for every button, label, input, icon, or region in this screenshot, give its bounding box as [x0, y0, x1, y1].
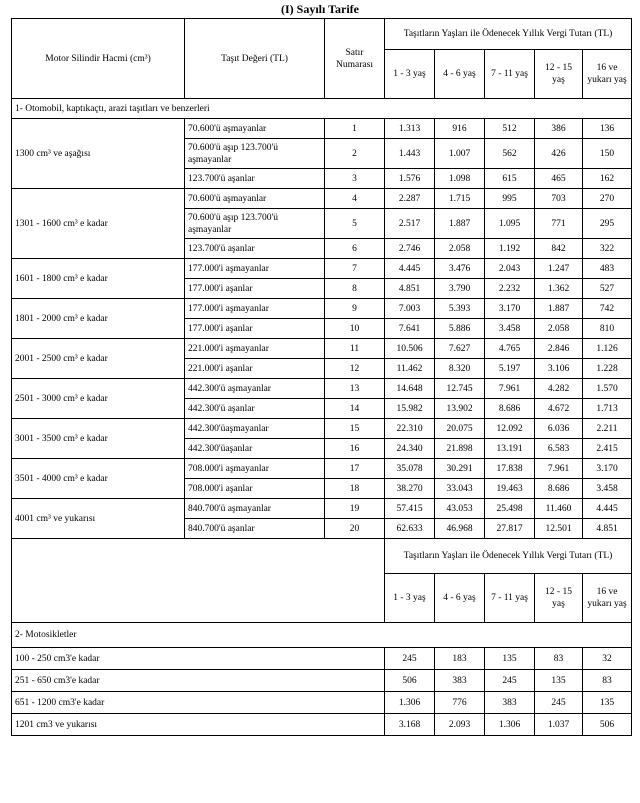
table-row	[12, 299, 632, 319]
tax-amount: 3.168	[385, 714, 435, 736]
row-number: 6	[325, 239, 385, 259]
tax-amount: 383	[485, 692, 535, 714]
tax-amount: 386	[535, 119, 583, 139]
tax-amount: 1.037	[535, 714, 583, 736]
table-row	[12, 714, 632, 736]
tax-amount: 506	[583, 714, 632, 736]
header-tax: Taşıtların Yaşları ile Ödenecek Yıllık Vergi Tutarı (TL)	[385, 539, 632, 574]
vehicle-value: 70.600'ü aşmayanlar	[185, 189, 325, 209]
table-row	[12, 259, 632, 279]
row-number: 19	[325, 499, 385, 519]
tax-amount: 506	[385, 670, 435, 692]
vehicle-value: 70.600'ü aşıp 123.700'ü aşmayanlar	[185, 209, 325, 239]
header-row	[12, 19, 632, 50]
header-age: 4 - 6 yaş	[435, 50, 485, 99]
row-number: 7	[325, 259, 385, 279]
tax-amount: 810	[583, 319, 632, 339]
tax-amount: 1.313	[385, 119, 435, 139]
tax-amount: 295	[583, 209, 632, 239]
section-row	[12, 623, 632, 648]
tax-amount: 995	[485, 189, 535, 209]
tax-amount: 3.170	[583, 459, 632, 479]
motor-volume: 651 - 1200 cm3'e kadar	[12, 692, 385, 714]
vehicle-value: 840.700'ü aşmayanlar	[185, 499, 325, 519]
tax-amount: 1.098	[435, 169, 485, 189]
motor-volume: 1201 cm3 ve yukarısı	[12, 714, 385, 736]
table-row	[12, 419, 632, 439]
header-value: Taşıt Değeri (TL)	[185, 19, 325, 99]
tax-amount: 7.961	[485, 379, 535, 399]
tax-amount: 1.306	[485, 714, 535, 736]
row-number: 2	[325, 139, 385, 169]
tax-amount: 150	[583, 139, 632, 169]
tax-amount: 383	[435, 670, 485, 692]
tax-amount: 12.501	[535, 519, 583, 539]
vehicle-value: 70.600'ü aşıp 123.700'ü aşmayanlar	[185, 139, 325, 169]
tax-amount: 135	[583, 692, 632, 714]
motor-volume: 1601 - 1800 cm³ e kadar	[12, 259, 185, 299]
tax-amount: 1.576	[385, 169, 435, 189]
header-tax: Taşıtların Yaşları ile Ödenecek Yıllık Vergi Tutarı (TL)	[385, 19, 632, 50]
tax-amount: 742	[583, 299, 632, 319]
tax-amount: 38.270	[385, 479, 435, 499]
tax-amount: 135	[485, 648, 535, 670]
motor-volume: 3001 - 3500 cm³ e kadar	[12, 419, 185, 459]
tax-amount: 21.898	[435, 439, 485, 459]
table-row	[12, 648, 632, 670]
tax-amount: 2.415	[583, 439, 632, 459]
vehicle-value: 442.300'ü aşanlar	[185, 399, 325, 419]
tax-amount: 19.463	[485, 479, 535, 499]
header-age: 1 - 3 yaş	[385, 574, 435, 623]
tax-amount: 46.968	[435, 519, 485, 539]
section-row	[12, 99, 632, 119]
tax-amount: 4.765	[485, 339, 535, 359]
table-row	[12, 189, 632, 209]
tax-amount: 3.790	[435, 279, 485, 299]
table-row	[12, 692, 632, 714]
tax-amount: 13.191	[485, 439, 535, 459]
tax-amount: 483	[583, 259, 632, 279]
tax-amount: 1.247	[535, 259, 583, 279]
row-number: 9	[325, 299, 385, 319]
row-number: 18	[325, 479, 385, 499]
tax-amount: 32	[583, 648, 632, 670]
tax-amount: 2.093	[435, 714, 485, 736]
tax-amount: 322	[583, 239, 632, 259]
motor-volume: 3501 - 4000 cm³ e kadar	[12, 459, 185, 499]
motor-volume: 1300 cm³ ve aşağısı	[12, 119, 185, 189]
tax-amount: 2.517	[385, 209, 435, 239]
tax-amount: 8.686	[535, 479, 583, 499]
vehicle-value: 221.000'i aşanlar	[185, 359, 325, 379]
tax-amount: 426	[535, 139, 583, 169]
header-motor: Motor Silindir Hacmi (cm³)	[12, 19, 185, 99]
tax-amount: 13.902	[435, 399, 485, 419]
row-number: 20	[325, 519, 385, 539]
tax-amount: 15.982	[385, 399, 435, 419]
vehicle-value: 221.000'i aşmayanlar	[185, 339, 325, 359]
tax-amount: 7.003	[385, 299, 435, 319]
vehicle-value: 177.000'i aşanlar	[185, 319, 325, 339]
header-age: 12 - 15 yaş	[535, 574, 583, 623]
tax-amount: 2.746	[385, 239, 435, 259]
vehicle-value: 442.300'ü aşmayanlar	[185, 379, 325, 399]
tax-amount: 17.838	[485, 459, 535, 479]
tax-amount: 771	[535, 209, 583, 239]
motor-volume: 1301 - 1600 cm³ e kadar	[12, 189, 185, 259]
row-number: 14	[325, 399, 385, 419]
vehicle-value: 442.300'üaşanlar	[185, 439, 325, 459]
tax-amount: 2.846	[535, 339, 583, 359]
tax-amount: 12.745	[435, 379, 485, 399]
table-row	[12, 499, 632, 519]
row-number: 13	[325, 379, 385, 399]
vehicle-value: 177.000'i aşmayanlar	[185, 259, 325, 279]
tax-amount: 27.817	[485, 519, 535, 539]
tax-amount: 30.291	[435, 459, 485, 479]
table-row	[12, 459, 632, 479]
table-row	[12, 379, 632, 399]
tax-amount: 24.340	[385, 439, 435, 459]
blank-cell	[12, 539, 385, 623]
tax-amount: 5.197	[485, 359, 535, 379]
tax-amount: 527	[583, 279, 632, 299]
header-age: 7 - 11 yaş	[485, 574, 535, 623]
tax-amount: 7.961	[535, 459, 583, 479]
tax-amount: 33.043	[435, 479, 485, 499]
tax-amount: 7.627	[435, 339, 485, 359]
tax-table	[11, 18, 632, 736]
tax-amount: 1.192	[485, 239, 535, 259]
tax-amount: 270	[583, 189, 632, 209]
row-number: 8	[325, 279, 385, 299]
tax-amount: 6.583	[535, 439, 583, 459]
tax-amount: 245	[385, 648, 435, 670]
tax-amount: 135	[535, 670, 583, 692]
row-number: 1	[325, 119, 385, 139]
section-title: 1- Otomobil, kaptıkaçtı, arazi taşıtları ve benzerleri	[12, 99, 632, 119]
tax-amount: 83	[583, 670, 632, 692]
tax-amount: 1.715	[435, 189, 485, 209]
vehicle-value: 840.700'ü aşanlar	[185, 519, 325, 539]
tax-amount: 1.362	[535, 279, 583, 299]
tax-amount: 3.458	[485, 319, 535, 339]
motor-volume: 2501 - 3000 cm³ e kadar	[12, 379, 185, 419]
tax-amount: 245	[535, 692, 583, 714]
tax-amount: 615	[485, 169, 535, 189]
motor-volume: 4001 cm³ ve yukarısı	[12, 499, 185, 539]
tax-amount: 1.095	[485, 209, 535, 239]
tax-amount: 6.036	[535, 419, 583, 439]
tax-amount: 3.458	[583, 479, 632, 499]
tax-amount: 1.007	[435, 139, 485, 169]
tax-amount: 62.633	[385, 519, 435, 539]
row-number: 12	[325, 359, 385, 379]
tax-amount: 245	[485, 670, 535, 692]
tax-amount: 842	[535, 239, 583, 259]
motor-volume: 1801 - 2000 cm³ e kadar	[12, 299, 185, 339]
header-age: 1 - 3 yaş	[385, 50, 435, 99]
tax-amount: 1.228	[583, 359, 632, 379]
tax-amount: 5.886	[435, 319, 485, 339]
tax-amount: 2.058	[535, 319, 583, 339]
motor-volume: 251 - 650 cm3'e kadar	[12, 670, 385, 692]
header-age: 12 - 15 yaş	[535, 50, 583, 99]
header-age: 7 - 11 yaş	[485, 50, 535, 99]
tax-amount: 12.092	[485, 419, 535, 439]
tax-amount: 20.075	[435, 419, 485, 439]
tax-amount: 4.851	[385, 279, 435, 299]
tax-amount: 3.476	[435, 259, 485, 279]
tax-amount: 183	[435, 648, 485, 670]
tax-amount: 776	[435, 692, 485, 714]
table-row	[12, 339, 632, 359]
tax-amount: 1.887	[435, 209, 485, 239]
row-number: 4	[325, 189, 385, 209]
tax-amount: 7.641	[385, 319, 435, 339]
header-row-number: Satır Numarası	[325, 19, 385, 99]
page-title: (I) Sayılı Tarife	[280, 2, 359, 16]
table-row	[12, 119, 632, 139]
tax-amount: 4.672	[535, 399, 583, 419]
vehicle-value: 708.000'i aşmayanlar	[185, 459, 325, 479]
vehicle-value: 177.000'i aşanlar	[185, 279, 325, 299]
tax-amount: 43.053	[435, 499, 485, 519]
header-age: 4 - 6 yaş	[435, 574, 485, 623]
tax-amount: 1.306	[385, 692, 435, 714]
tax-amount: 10.506	[385, 339, 435, 359]
vehicle-value: 442.300'üaşmayanlar	[185, 419, 325, 439]
tax-amount: 1.126	[583, 339, 632, 359]
motor-volume: 2001 - 2500 cm³ e kadar	[12, 339, 185, 379]
tax-amount: 5.393	[435, 299, 485, 319]
tax-amount: 3.170	[485, 299, 535, 319]
tax-amount: 2.211	[583, 419, 632, 439]
vehicle-value: 177.000'i aşmayanlar	[185, 299, 325, 319]
tax-amount: 703	[535, 189, 583, 209]
tax-amount: 512	[485, 119, 535, 139]
tax-amount: 83	[535, 648, 583, 670]
row-number: 16	[325, 439, 385, 459]
tax-amount: 4.851	[583, 519, 632, 539]
tax-table-body	[12, 19, 632, 736]
tax-amount: 1.570	[583, 379, 632, 399]
row-number: 3	[325, 169, 385, 189]
motor-volume: 100 - 250 cm3'e kadar	[12, 648, 385, 670]
tax-amount: 8.320	[435, 359, 485, 379]
tax-amount: 8.686	[485, 399, 535, 419]
tax-amount: 35.078	[385, 459, 435, 479]
header-age: 16 ve yukarı yaş	[583, 50, 632, 99]
header-age: 16 ve yukarı yaş	[583, 574, 632, 623]
tax-amount: 25.498	[485, 499, 535, 519]
tax-amount: 4.445	[583, 499, 632, 519]
row-number: 15	[325, 419, 385, 439]
tax-amount: 11.462	[385, 359, 435, 379]
tax-amount: 1.887	[535, 299, 583, 319]
tax-amount: 465	[535, 169, 583, 189]
tax-amount: 14.648	[385, 379, 435, 399]
tax-amount: 3.106	[535, 359, 583, 379]
vehicle-value: 123.700'ü aşanlar	[185, 169, 325, 189]
tax-amount: 1.713	[583, 399, 632, 419]
tax-amount: 57.415	[385, 499, 435, 519]
row-number: 10	[325, 319, 385, 339]
tax-amount: 162	[583, 169, 632, 189]
tax-amount: 2.287	[385, 189, 435, 209]
row-number: 11	[325, 339, 385, 359]
vehicle-value: 123.700'ü aşanlar	[185, 239, 325, 259]
tax-amount: 22.310	[385, 419, 435, 439]
tax-amount: 2.058	[435, 239, 485, 259]
tax-amount: 136	[583, 119, 632, 139]
tax-amount: 2.043	[485, 259, 535, 279]
vehicle-value: 708.000'i aşanlar	[185, 479, 325, 499]
row-number: 17	[325, 459, 385, 479]
tax-amount: 562	[485, 139, 535, 169]
vehicle-value: 70.600'ü aşmayanlar	[185, 119, 325, 139]
tax-amount: 11.460	[535, 499, 583, 519]
tax-amount: 2.232	[485, 279, 535, 299]
tax-amount: 4.445	[385, 259, 435, 279]
section-title: 2- Motosikletler	[12, 623, 632, 648]
table-row	[12, 670, 632, 692]
tax-amount: 4.282	[535, 379, 583, 399]
tax-amount: 916	[435, 119, 485, 139]
tax-amount: 1.443	[385, 139, 435, 169]
header-row-2	[12, 539, 632, 574]
row-number: 5	[325, 209, 385, 239]
